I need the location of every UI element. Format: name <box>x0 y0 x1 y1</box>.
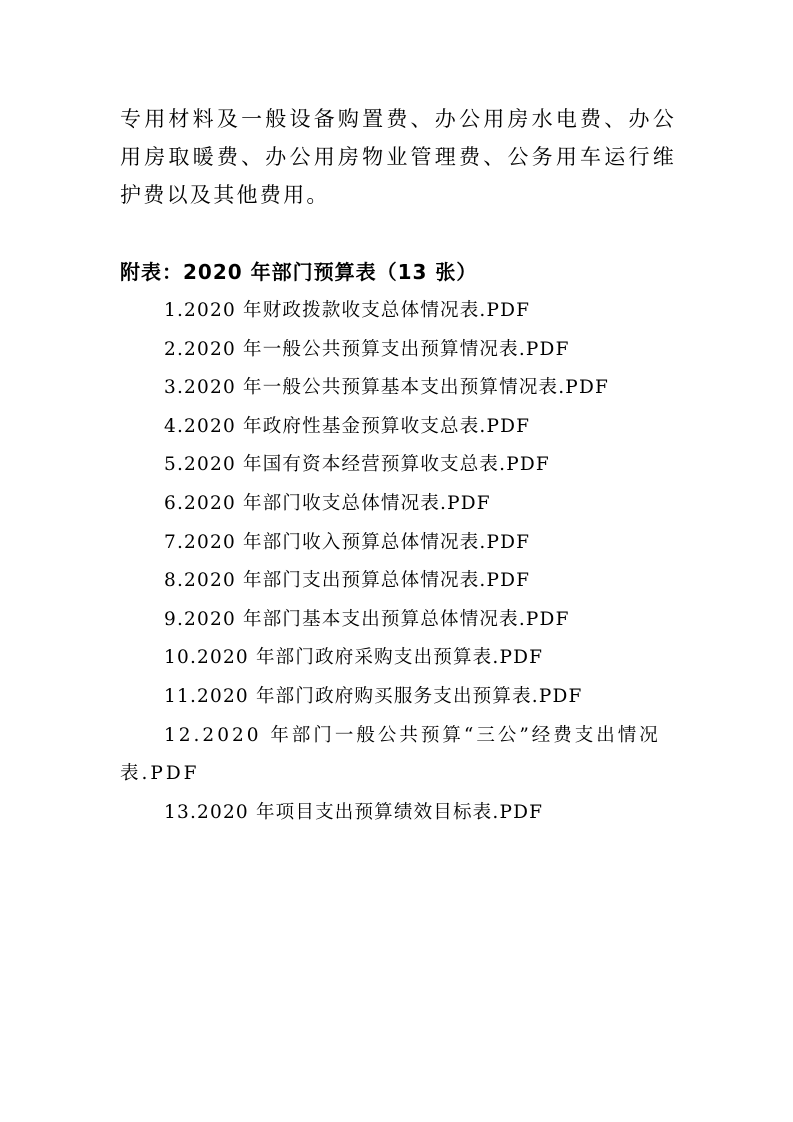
attachment-link[interactable]: 9.2020 年部门基本支出预算总体情况表.PDF <box>164 608 570 630</box>
attachment-list <box>120 292 676 832</box>
attachment-link[interactable]: 3.2020 年一般公共预算基本支出预算情况表.PDF <box>164 377 610 399</box>
attachment-link[interactable]: 2.2020 年一般公共预算支出预算情况表.PDF <box>164 338 570 360</box>
attachment-link[interactable]: 13.2020 年项目支出预算绩效目标表.PDF <box>164 801 544 823</box>
appendix-heading: 附表：2020 年部门预算表（13 张） <box>120 260 478 284</box>
attachment-link[interactable]: 5.2020 年国有资本经营预算收支总表.PDF <box>164 454 550 476</box>
attachment-link[interactable]: 12.2020 年部门一般公共预算“三公”经费支出情况表.PDF <box>120 724 661 785</box>
attachment-link[interactable]: 4.2020 年政府性基金预算收支总表.PDF <box>164 415 531 437</box>
attachment-link[interactable]: 8.2020 年部门支出预算总体情况表.PDF <box>164 570 531 592</box>
attachment-link[interactable]: 7.2020 年部门收入预算总体情况表.PDF <box>164 531 531 553</box>
attachment-link[interactable]: 10.2020 年部门政府采购支出预算表.PDF <box>164 647 544 669</box>
attachment-link[interactable]: 11.2020 年部门政府购买服务支出预算表.PDF <box>164 685 583 707</box>
intro-paragraph: 专用材料及一般设备购置费、办公用房水电费、办公用房取暖费、办公用房物业管理费、公务用车运行维护费以及其他费用。 <box>120 107 676 207</box>
attachment-link[interactable]: 1.2020 年财政拨款收支总体情况表.PDF <box>164 300 531 321</box>
attachment-link[interactable]: 6.2020 年部门收支总体情况表.PDF <box>164 492 491 514</box>
